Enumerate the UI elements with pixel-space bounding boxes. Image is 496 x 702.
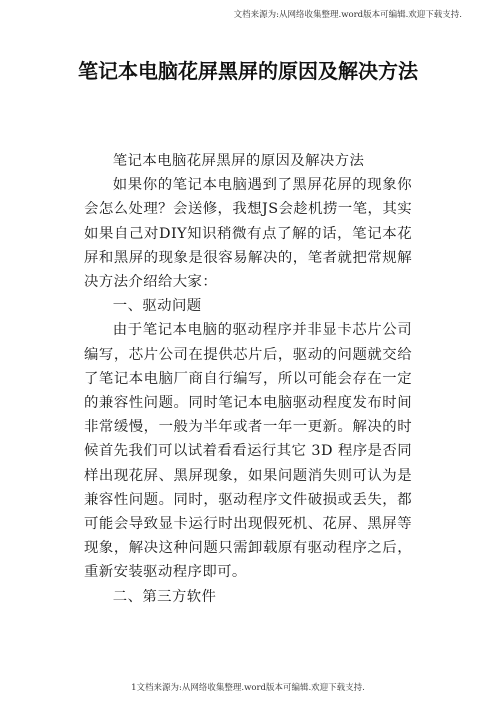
document-title: 笔记本电脑花屏黑屏的原因及解决方法 — [78, 59, 418, 83]
paragraph-driver: 由于笔记本电脑的驱动程序并非显卡芯片公司编写，芯片公司在提供芯片后，驱动的问题就交给了笔记本电脑厂商自行编写，所以可能会存在一定的兼容性问题。同时笔记本电脑驱动程度发布时间非常缓慢，一般为半年或者一年一更新。解决的时候首先我们可以试着看看运行其它 3D 程序是否同样出现花屏、黑屏现象，如果问题消失则可认为是兼容性问题。同时，驱动程序文件破损或丢失，都可能会导致显卡运行时出现假死机、花屏、黑屏等现象，解决这种问题只需卸载原有驱动程序之后，重新安装驱动程序即可。 — [84, 322, 412, 581]
page-number: 1 — [131, 683, 137, 693]
paragraph-subtitle: 笔记本电脑花屏黑屏的原因及解决方法 — [112, 153, 365, 169]
document-body — [84, 149, 412, 609]
section-heading-third-party: 二、第三方软件 — [112, 588, 217, 605]
footer-source-note: 文档来源为:从网络收集整理.word版本可编辑.欢迎下载支持. — [136, 683, 365, 693]
paragraph-intro: 如果你的笔记本电脑遇到了黑屏花屏的现象你会怎么处理？会送修，我想JS会趁机捞一笔，其实如果自己对DIY知识稍微有点了解的话，笔记本花屏和黑屏的现象是很容易解决的，笔者就把常规解决方法介绍给大家： — [84, 177, 412, 291]
section-heading-driver: 一、驱动问题 — [112, 298, 202, 315]
header-source-note: 文档来源为:从网络收集整理.word版本可编辑.欢迎下载支持. — [233, 10, 462, 20]
footer — [0, 683, 496, 694]
